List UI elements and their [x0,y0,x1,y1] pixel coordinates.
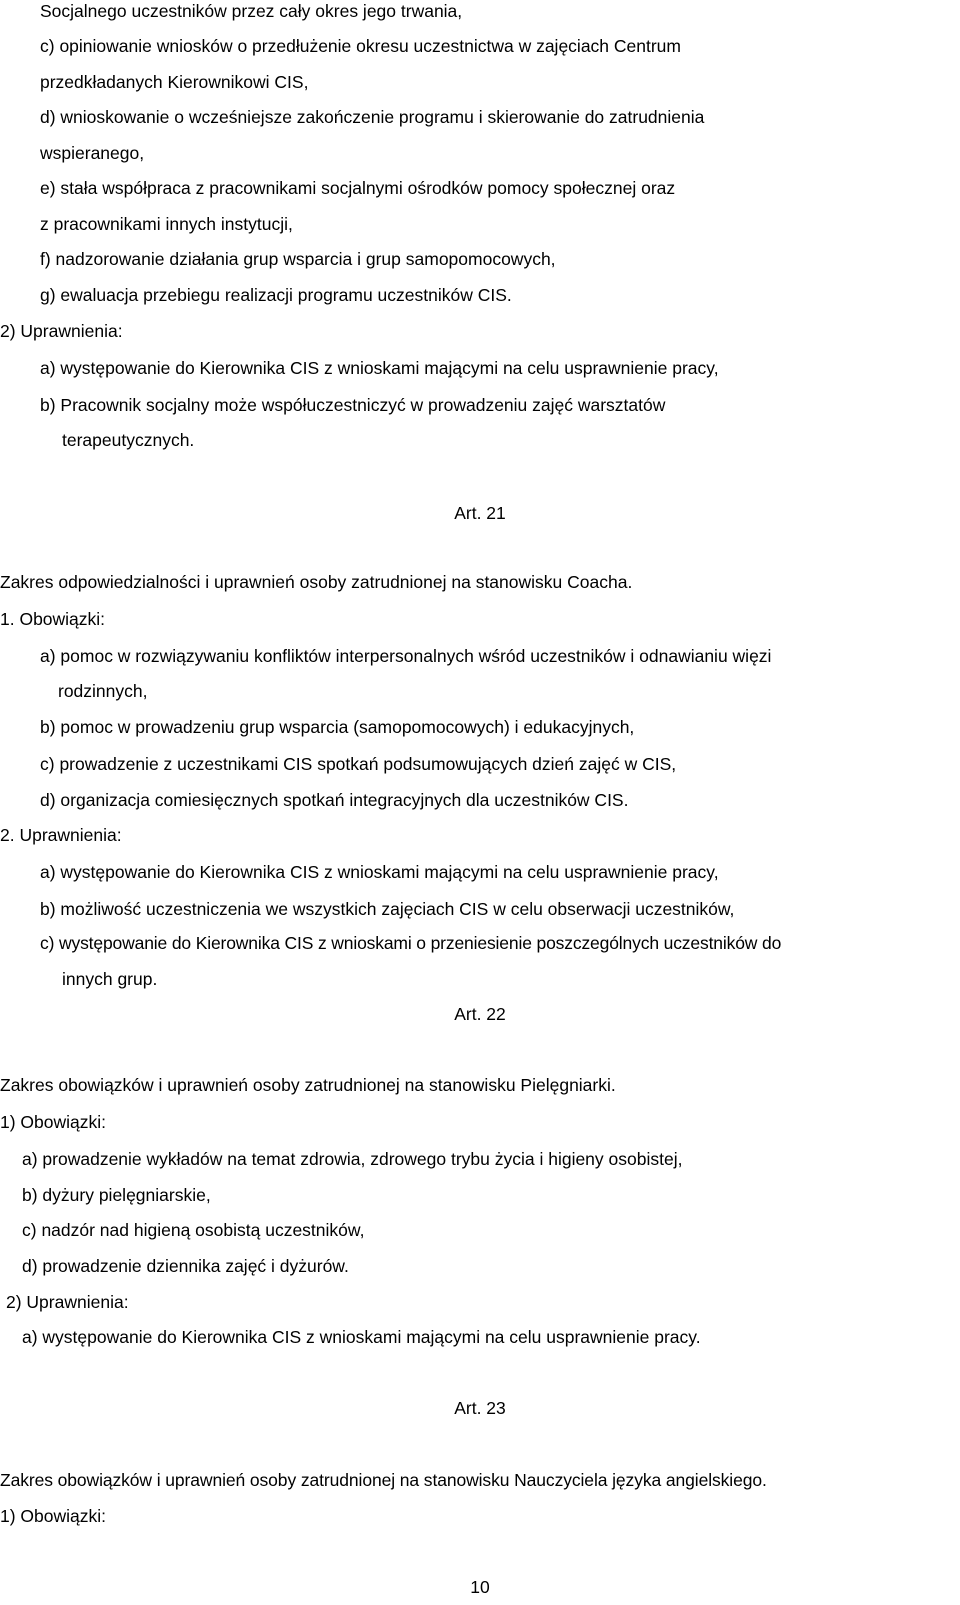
text-line: z pracownikami innych instytucji, [40,214,293,234]
text-line: a) prowadzenie wykładów na temat zdrowia, zdrowego trybu życia i higieny osobistej, [22,1149,683,1169]
text-line: d) prowadzenie dziennika zajęć i dyżurów. [22,1256,349,1276]
article-heading: Art. 22 [454,1004,506,1024]
page-number: 10 [470,1577,490,1597]
section-label: 1) Obowiązki: [0,1506,107,1526]
article-title: Zakres obowiązków i uprawnień osoby zatrudnionej na stanowisku Nauczyciela języka angielskiego. [0,1470,767,1490]
article-heading: Art. 21 [454,503,506,523]
text-line: a) występowanie do Kierownika CIS z wnioskami mającymi na celu usprawnienie pracy, [40,358,719,378]
text-line: wspieranego, [40,143,145,163]
section-label: 2. Uprawnienia: [0,825,122,845]
section-label: 1. Obowiązki: [0,609,106,629]
section-label: 2) Uprawnienia: [0,321,123,341]
text-line: przedkładanych Kierownikowi CIS, [40,72,309,92]
text-line: b) możliwość uczestniczenia we wszystkich zajęciach CIS w celu obserwacji uczestników, [40,899,735,919]
text-line: f) nadzorowanie działania grup wsparcia i grup samopomocowych, [40,249,556,269]
text-line: b) pomoc w prowadzeniu grup wsparcia (samopomocowych) i edukacyjnych, [40,717,635,737]
text-line: a) występowanie do Kierownika CIS z wnioskami mającymi na celu usprawnienie pracy. [22,1327,701,1347]
text-line: g) ewaluacja przebiegu realizacji programu uczestników CIS. [40,285,512,305]
article-heading: Art. 23 [454,1398,506,1418]
text-line: terapeutycznych. [62,430,195,450]
article-title: Zakres obowiązków i uprawnień osoby zatrudnionej na stanowisku Pielęgniarki. [0,1075,616,1095]
text-line: a) pomoc w rozwiązywaniu konfliktów interpersonalnych wśród uczestników i odnawianiu więzi [40,646,772,666]
section-label: 2) Uprawnienia: [6,1292,129,1312]
text-line: c) prowadzenie z uczestnikami CIS spotkań podsumowujących dzień zajęć w CIS, [40,754,677,774]
text-line: d) wnioskowanie o wcześniejsze zakończenie programu i skierowanie do zatrudnienia [40,107,705,127]
text-line: innych grup. [62,969,158,989]
text-line: a) występowanie do Kierownika CIS z wnioskami mającymi na celu usprawnienie pracy, [40,862,719,882]
text-line: c) nadzór nad higieną osobistą uczestników, [22,1220,365,1240]
section-label: 1) Obowiązki: [0,1112,107,1132]
text-line: Socjalnego uczestników przez cały okres jego trwania, [40,1,463,21]
text-line: c) opiniowanie wniosków o przedłużenie okresu uczestnictwa w zajęciach Centrum [40,36,681,56]
text-line: d) organizacja comiesięcznych spotkań integracyjnych dla uczestników CIS. [40,790,629,810]
article-title: Zakres odpowiedzialności i uprawnień osoby zatrudnionej na stanowisku Coacha. [0,572,633,592]
text-line: e) stała współpraca z pracownikami socjalnymi ośrodków pomocy społecznej oraz [40,178,676,198]
text-line: c) występowanie do Kierownika CIS z wnioskami o przeniesienie poszczególnych uczestników do [40,933,782,953]
text-line: b) Pracownik socjalny może współuczestniczyć w prowadzeniu zajęć warsztatów [40,395,666,415]
text-line: rodzinnych, [58,681,148,701]
text-line: b) dyżury pielęgniarskie, [22,1185,211,1205]
